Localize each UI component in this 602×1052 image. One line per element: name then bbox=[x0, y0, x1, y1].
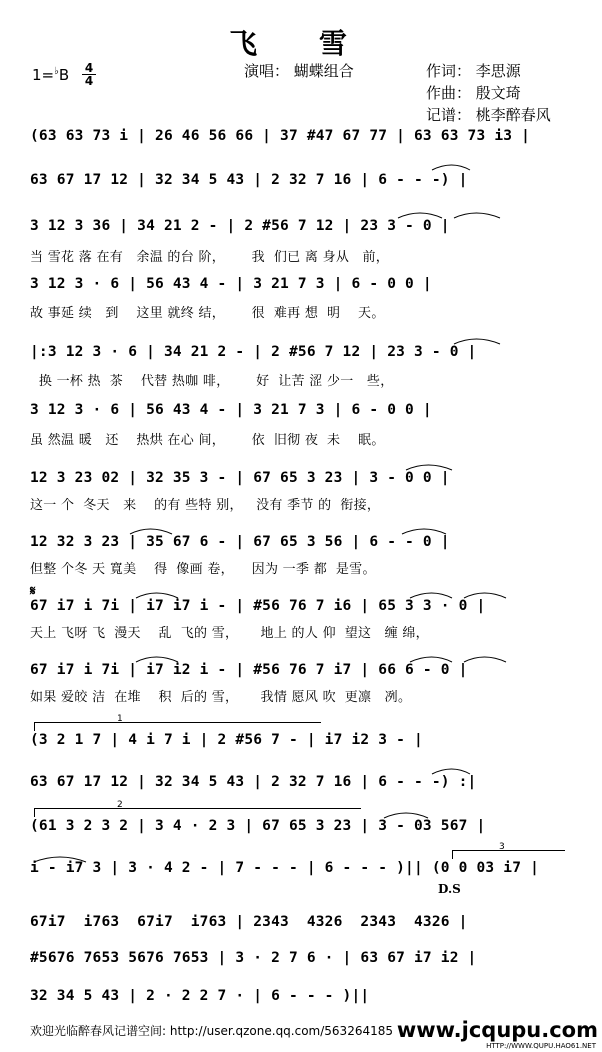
lyric-line-8: 但整 个冬 天 寬美 得 像画 卷， 因为 一季 都 是雪。 bbox=[30, 562, 376, 577]
site-logo-url: HTTP://WWW.QUPU.HAO61.NET bbox=[486, 1042, 596, 1050]
notation-line-11: (3 2 1 7 | 4 i 7 i | 2 #56 7 - | i7 i2 3 - | bbox=[30, 732, 423, 748]
segno-sign: 𝄋 bbox=[30, 584, 36, 599]
notation-line-17: 32 34 5 43 | 2 · 2 2 7 · | 6 - - - )|| bbox=[30, 988, 370, 1004]
lyric-line-4: 故 事延 续 到 这里 就终 结， 很 难再 想 明 天。 bbox=[30, 306, 385, 321]
volta-bracket-2: 2 bbox=[34, 808, 361, 817]
dal-segno-marking: D.S bbox=[438, 882, 461, 896]
lyricist-credit: 作词： 李思源 bbox=[426, 62, 521, 80]
lyric-line-6: 虽 然温 暖 还 热烘 在心 间， 依 旧彻 夜 未 眠。 bbox=[30, 433, 385, 448]
notation-line-1: (63 63 73 i | 26 46 56 66 | 37 #47 67 77 | 63 63 73 i3 | bbox=[30, 128, 531, 144]
notation-line-16: #5676 7653 5676 7653 | 3 · 2 7 6 · | 63 67 i7 i2 | bbox=[30, 950, 477, 966]
notation-line-3: 3 12 3 36 | 34 21 2 - | 2 #56 7 12 | 23 3 - 0 | bbox=[30, 218, 450, 234]
lyric-line-3: 当 雪花 落 在有 余温 的台 阶， 我 们已 离 身从 前， bbox=[30, 250, 390, 265]
transcriber-credit: 记谱： 桃李醉春风 bbox=[426, 106, 551, 124]
notation-line-2: 63 67 17 12 | 32 34 5 43 | 2 32 7 16 | 6 - - -) | bbox=[30, 172, 468, 188]
singer-credit: 演唱： 蝴蝶组合 bbox=[244, 62, 354, 80]
notation-line-10: 67 i7 i 7i | i7 i2 i - | #56 76 7 i7 | 66 6 - 0 | bbox=[30, 662, 468, 678]
notation-line-6: 3 12 3 · 6 | 56 43 4 - | 3 21 7 3 | 6 - 0 0 | bbox=[30, 402, 432, 418]
lyric-line-7: 这一 个 冬天 来 的有 些特 别， 没有 季节 的 衔接， bbox=[30, 498, 381, 513]
composer-credit: 作曲： 殷文琦 bbox=[426, 84, 521, 102]
lyric-line-10: 如果 爱皎 洁 在堆 积 后的 雪， 我情 愿风 吹 更凛 冽。 bbox=[30, 690, 412, 705]
notation-line-8: 12 32 3 23 | 35 67 6 - | 67 65 3 56 | 6 - - 0 | bbox=[30, 534, 450, 550]
notation-line-7: 12 3 23 02 | 32 35 3 - | 67 65 3 23 | 3 - 0 0 | bbox=[30, 470, 450, 486]
notation-line-13: (61 3 2 3 2 | 3 4 · 2 3 | 67 65 3 23 | 3 - 03 567 | bbox=[30, 818, 486, 834]
slur bbox=[432, 165, 470, 170]
notation-line-15: 67i7 i763 67i7 i763 | 2343 4326 2343 4326 | bbox=[30, 914, 468, 930]
notation-line-5: |:3 12 3 · 6 | 34 21 2 - | 2 #56 7 12 | 23 3 - 0 | bbox=[30, 344, 477, 360]
lyric-line-9: 天上 飞呀 飞 漫天 乱 飞的 雪， 地上 的人 仰 望这 缠 绵， bbox=[30, 626, 429, 641]
volta-bracket-3: 3 bbox=[452, 850, 565, 859]
notation-line-14: i - i7 3 | 3 · 4 2 - | 7 - - - | 6 - - - )|| (0 0 03 i7 | bbox=[30, 860, 539, 876]
lyric-line-5: 换 一杯 热 茶 代替 热咖 啡， 好 让苦 涩 少一 些， bbox=[30, 374, 394, 389]
key-signature: 1=♭B bbox=[32, 66, 70, 84]
notation-line-12: 63 67 17 12 | 32 34 5 43 | 2 32 7 16 | 6 - - -) :| bbox=[30, 774, 477, 790]
song-title: 飞 雪 bbox=[229, 27, 373, 60]
footer-text: 欢迎光临醉春风记谱空间: http://user.qzone.qq.com/563264185 bbox=[30, 1024, 394, 1038]
notation-line-4: 3 12 3 · 6 | 56 43 4 - | 3 21 7 3 | 6 - 0 0 | bbox=[30, 276, 432, 292]
notation-line-9: 67 i7 i 7i | i7 i7 i - | #56 76 7 i6 | 65 3 3 · 0 | bbox=[30, 598, 486, 614]
volta-bracket-1: 1 bbox=[34, 722, 321, 731]
time-signature: 4 4 bbox=[82, 62, 96, 87]
site-logo: www.jcqupu.com bbox=[396, 1018, 598, 1042]
